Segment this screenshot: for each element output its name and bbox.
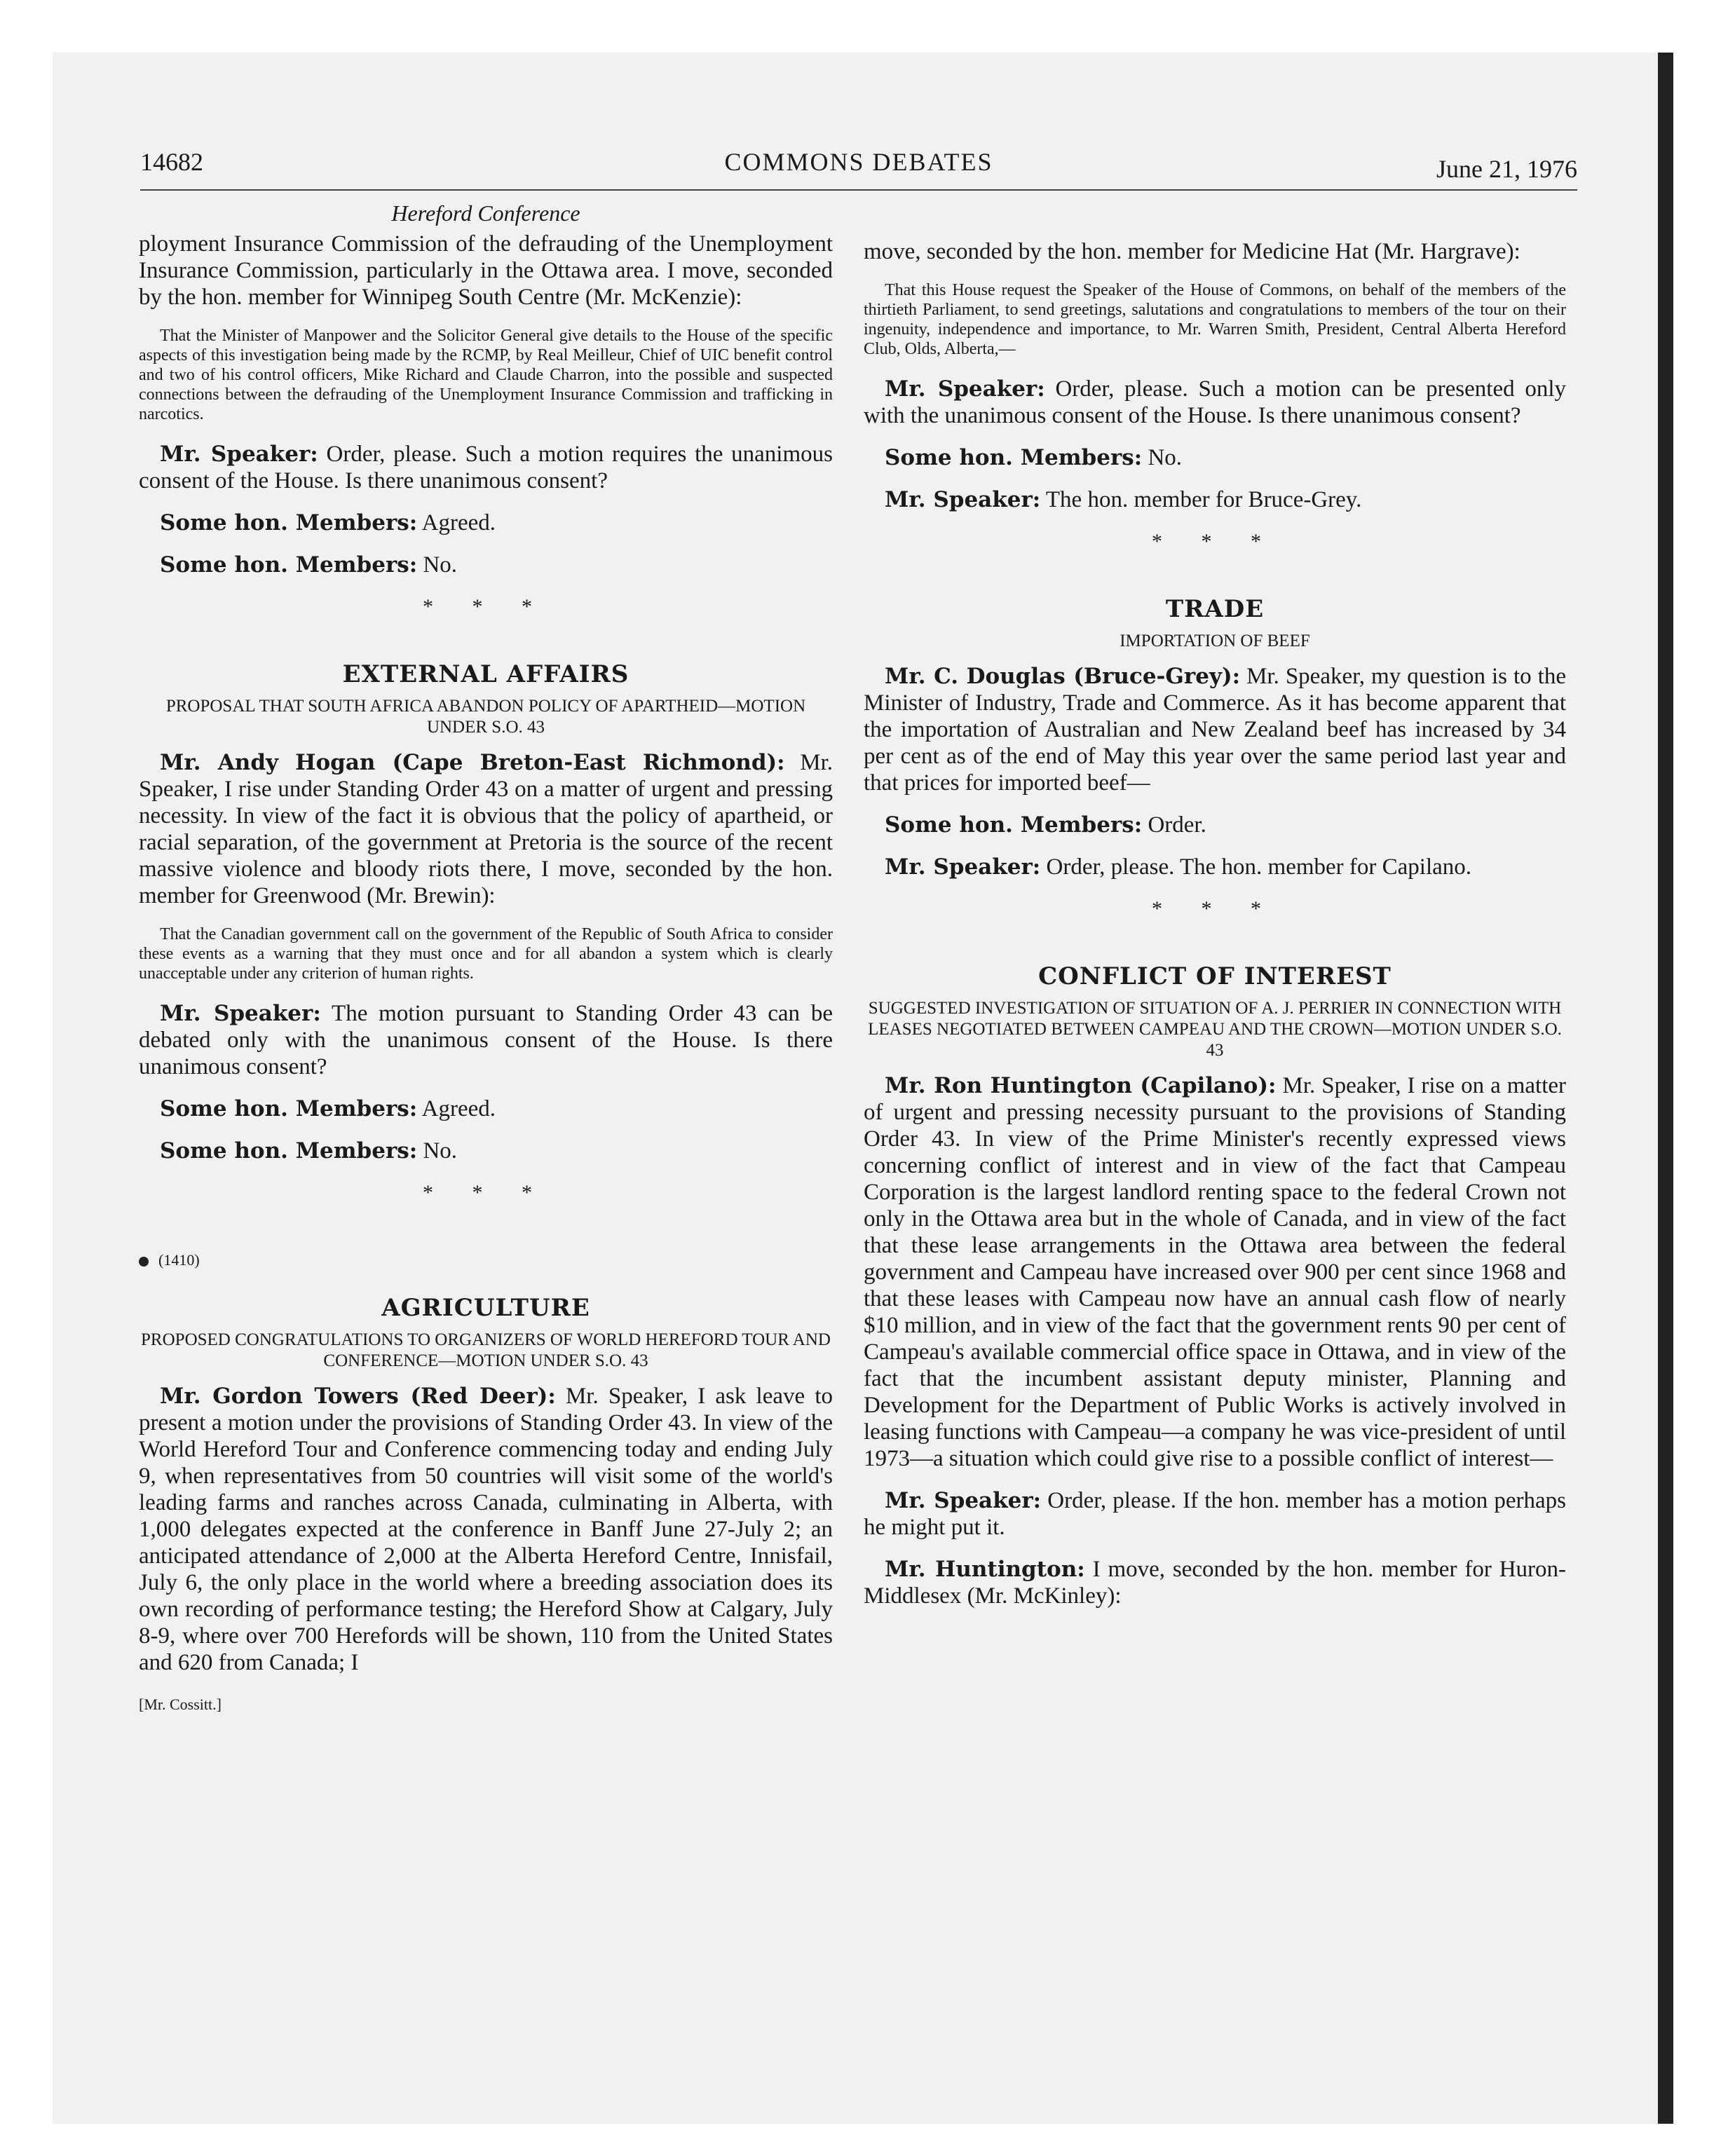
speaker-name: Mr. Speaker: (885, 1488, 1042, 1513)
section-subheading: PROPOSAL THAT SOUTH AFRICA ABANDON POLICY OF APARTHEID—MOTION UNDER S.O. 43 (165, 697, 806, 737)
speech-text: No. (417, 1138, 458, 1164)
speech-text: Mr. Speaker, I rise on a matter of urgent and pressing necessity pursuant to the provisions of Standing Order 43. In view of the Prime Minister's recently expressed views concerning conflict of interest and in view of the fact that Campeau Corporation is the largest landlord renting space to the federal Crown not only in the Ottawa area but in the whole of Canada, and in view of the fact that these lease arrangements in the Ottawa area between the federal government and Campeau have increased over 900 per cent since 1968 and that these leases with Campeau now have an annual cash flow of nearly $10 million, and in view of the fact that the government rents 90 per cent of Campeau's available commercial office space in Ottawa, and in view of the fact that the incumbent assistant deputy minister, Planning and Development for the Department of Public Works is actively involved in leasing functions with Campeau—a company he was vice-president of until 1973—a situation which could give rise to a possible conflict of interest— (864, 1073, 1567, 1471)
speech (864, 663, 1566, 796)
section-heading: AGRICULTURE (381, 1294, 590, 1322)
speech (864, 1556, 1566, 1609)
motion-text: That this House request the Speaker of the House of Commons, on behalf of the members of the thirtieth Parliament, to send greetings, salutations and congratulations to members of the tour on their ingenuity, independence and importance, to Mr. Warren Smith, President, Central Alberta Hereford Club, Olds, Alberta,— (864, 281, 1566, 358)
time-marker-text: (1410) (158, 1251, 200, 1269)
section-heading: TRADE (1165, 595, 1265, 623)
speech (864, 376, 1566, 429)
speaker-name: Mr. Speaker: (160, 1001, 321, 1026)
paragraph: ployment Insurance Commission of the defrauding of the Unemployment Insurance Commission, particularly in the Ottawa area. I move, seconded by the hon. member for Winnipeg South Centre (Mr. McKenzie): (139, 231, 833, 310)
speaker-name: Mr. Speaker: (160, 442, 318, 467)
speech-text: Order, please. Such a motion can be presented only with the unanimous consent of the House. Is there unanimous consent? (864, 376, 1566, 428)
speech (139, 1096, 833, 1122)
section-heading: CONFLICT OF INTEREST (1038, 962, 1392, 990)
section-separator: * * * (423, 595, 549, 618)
time-marker (139, 1247, 833, 1274)
speech-text: The hon. member for Bruce-Grey. (1040, 487, 1362, 512)
speaker-name: Some hon. Members: (885, 812, 1143, 838)
section-separator: * * * (1152, 897, 1278, 920)
speech (864, 486, 1566, 513)
speaker-name: Mr. C. Douglas (Bruce-Grey): (885, 664, 1241, 689)
speech (139, 1138, 833, 1164)
speech-text: The motion pursuant to Standing Order 43 can be debated only with the unanimous consent of the House. Is there unanimous consent? (139, 1001, 833, 1079)
speaker-name: Some hon. Members: (885, 445, 1143, 470)
publication-title: COMMONS DEBATES (724, 148, 993, 176)
speaker-name: Some hon. Members: (160, 510, 418, 535)
speech (139, 749, 833, 909)
left-column (139, 200, 833, 1718)
speaker-name: Mr. Gordon Towers (Red Deer): (160, 1384, 556, 1409)
speech-text: No. (1142, 445, 1183, 470)
paragraph: move, seconded by the hon. member for Medicine Hat (Mr. Hargrave): (864, 239, 1520, 264)
speaker-name: Mr. Ron Huntington (Capilano): (885, 1073, 1277, 1098)
speech (864, 854, 1566, 880)
right-column (864, 238, 1566, 1625)
speaker-name: Mr. Huntington: (885, 1557, 1085, 1582)
footer-note: [Mr. Cossitt.] (139, 1696, 222, 1713)
scan-edge-bar (1658, 53, 1673, 2124)
speech (864, 444, 1566, 471)
page-date: June 21, 1976 (1436, 155, 1577, 183)
speech-text: Agreed. (417, 510, 496, 535)
page-header (140, 147, 1577, 191)
speech-text: No. (417, 552, 458, 578)
speaker-name: Some hon. Members: (160, 1138, 418, 1164)
speech-text: Order, please. The hon. member for Capilano. (1040, 854, 1472, 880)
motion-text: That the Canadian government call on the government of the Republic of South Africa to consider these events as a warning that they must once and for all abandon a system which is clearly unacceptable under any criterion of human rights. (139, 925, 833, 983)
speech (139, 510, 833, 536)
speech-text: Mr. Speaker, I ask leave to present a motion under the provisions of Standing Order 43. In view of the World Hereford Tour and Conference commencing today and ending July 9, when representatives from 50 countries will visit some of the world's leading farms and ranches across Canada, culminating in Alberta, with 1,000 delegates expected at the conference in Banff June 27-July 2; an anticipated attendance of 2,000 at the Alberta Hereford Centre, Innisfail, July 6, the only place in the world where a breeding association does its own recording of performance testing; the Hereford Show at Calgary, July 8-9, where over 700 Herefords will be shown, 110 from the United States and 620 from Canada; I (139, 1384, 833, 1675)
section-separator: * * * (423, 1181, 549, 1204)
speech-text: I move, seconded by the hon. member for Huron-Middlesex (Mr. McKinley): (864, 1557, 1567, 1609)
speech-text: Order. (1142, 812, 1206, 838)
speech-text: Mr. Speaker, my question is to the Minister of Industry, Trade and Commerce. As it has become apparent that the importation of Australian and New Zealand beef has increased by 34 per cent as of the end of May this year over the same period last year and that prices for imported beef— (864, 664, 1566, 796)
speaker-name: Some hon. Members: (160, 1096, 418, 1121)
speech (139, 1383, 833, 1676)
page-number: 14682 (140, 148, 203, 176)
bullet-icon (139, 1257, 149, 1267)
speech-text: Agreed. (417, 1096, 496, 1121)
speech-text: Order, please. If the hon. member has a motion perhaps he might put it. (864, 1488, 1566, 1540)
running-head: Hereford Conference (391, 200, 580, 226)
motion-text: That the Minister of Manpower and the Solicitor General give details to the House of the specific aspects of this investigation being made by the RCMP, by Real Meilleur, Chief of UIC benefit control and two of his control officers, Mike Richard and Claude Charron, into the possible and suspected connections between the defrauding of the Unemployment Insurance Commission and trafficking in narcotics. (139, 327, 833, 423)
section-subheading: IMPORTATION OF BEEF (1120, 632, 1310, 650)
speaker-name: Mr. Speaker: (885, 487, 1041, 512)
speech (864, 812, 1566, 838)
section-separator: * * * (1152, 530, 1278, 553)
speaker-name: Mr. Speaker: (885, 376, 1045, 402)
section-subheading: PROPOSED CONGRATULATIONS TO ORGANIZERS OF WORLD HEREFORD TOUR AND CONFERENCE—MOTION UNDER S.O. 43 (141, 1330, 831, 1370)
speech-text: Order, please. Such a motion requires the unanimous consent of the House. Is there unanimous consent? (139, 442, 833, 493)
speech (864, 1487, 1566, 1541)
section-subheading: SUGGESTED INVESTIGATION OF SITUATION OF A. J. PERRIER IN CONNECTION WITH LEASES NEGOTIATED BETWEEN CAMPEAU AND THE CROWN—MOTION UNDER S.O. 43 (868, 999, 1562, 1060)
speech-text: Mr. Speaker, I rise under Standing Order 43 on a matter of urgent and pressing necessity. In view of the fact it is obvious that the policy of apartheid, or racial separation, of the government at Pretoria is the source of the recent massive violence and bloody riots there, I move, seconded by the hon. member for Greenwood (Mr. Brewin): (139, 750, 833, 908)
speech (139, 1000, 833, 1080)
speaker-name: Mr. Andy Hogan (Cape Breton-East Richmond): (160, 750, 785, 775)
speaker-name: Mr. Speaker: (885, 854, 1041, 880)
speech (139, 552, 833, 578)
speech (139, 441, 833, 494)
speech (864, 1072, 1566, 1472)
speaker-name: Some hon. Members: (160, 552, 418, 578)
section-heading: EXTERNAL AFFAIRS (342, 660, 630, 688)
